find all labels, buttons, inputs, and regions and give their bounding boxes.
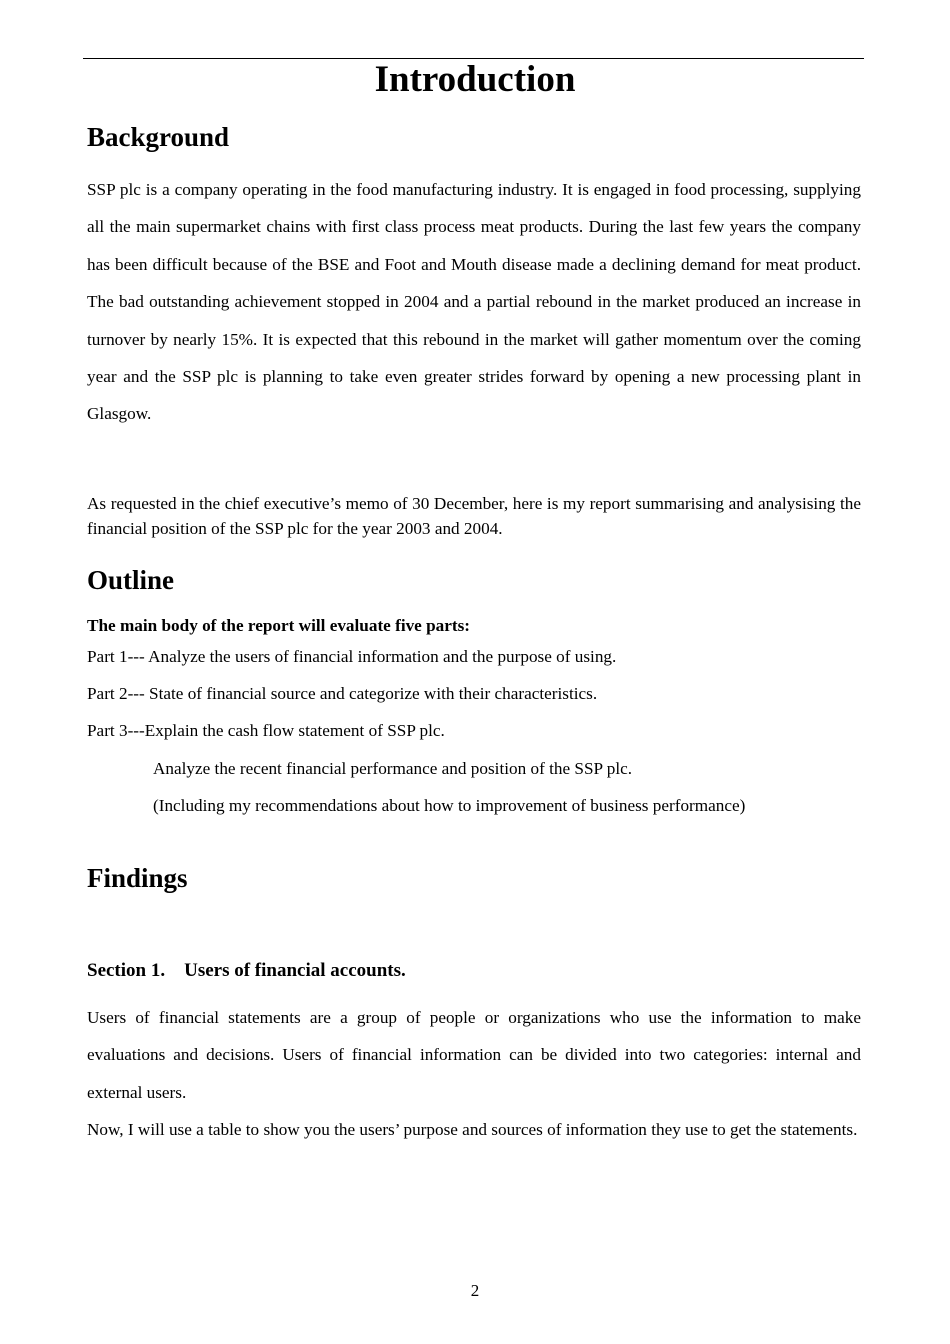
section-1-paragraph: Users of financial statements are a group of people or organizations who use the information to make evaluations and decisions. Users of financial information can be divided into two categories: internal and external users. — [87, 1008, 861, 1102]
outline-intro: The main body of the report will evaluate five parts: — [87, 616, 471, 635]
page-number: 2 — [470, 1281, 480, 1300]
section-1-paragraph-2: Now, I will use a table to show you the users’ purpose and sources of information they use to get the statements. — [87, 1120, 858, 1139]
outline-part-3: Part 3---Explain the cash flow statement of SSP plc. — [87, 721, 445, 740]
outline-part-3-sub-2: (Including my recommendations about how to improvement of business performance) — [153, 796, 746, 815]
memo-paragraph: As requested in the chief executive’s memo of 30 December, here is my report summarising and analysising the financial position of the SSP plc for the year 2003 and 2004. — [87, 494, 861, 538]
outline-heading: Outline — [87, 565, 175, 595]
background-paragraph: SSP plc is a company operating in the food manufacturing industry. It is engaged in food processing, supplying all the main supermarket chains with first class process meat products. During the last few years the company has been difficult because of the BSE and Foot and Mouth disease made a declining demand for meat product. The bad outstanding achievement stopped in 2004 and a partial rebound in the market produced an increase in turnover by nearly 15%. It is expected that this rebound in the market will gather momentum over the coming year and the SSP plc is planning to take even greater strides forward by opening a new processing plant in Glasgow. — [87, 180, 861, 424]
section-1-heading: Section 1. Users of financial accounts. — [87, 960, 406, 981]
background-heading: Background — [87, 122, 230, 152]
outline-part-2: Part 2--- State of financial source and categorize with their characteristics. — [87, 684, 598, 703]
page-title: Introduction — [374, 59, 576, 100]
outline-part-1: Part 1--- Analyze the users of financial information and the purpose of using. — [87, 647, 617, 666]
outline-part-3-sub-1: Analyze the recent financial performance and position of the SSP plc. — [153, 759, 633, 778]
findings-heading: Findings — [87, 863, 188, 893]
